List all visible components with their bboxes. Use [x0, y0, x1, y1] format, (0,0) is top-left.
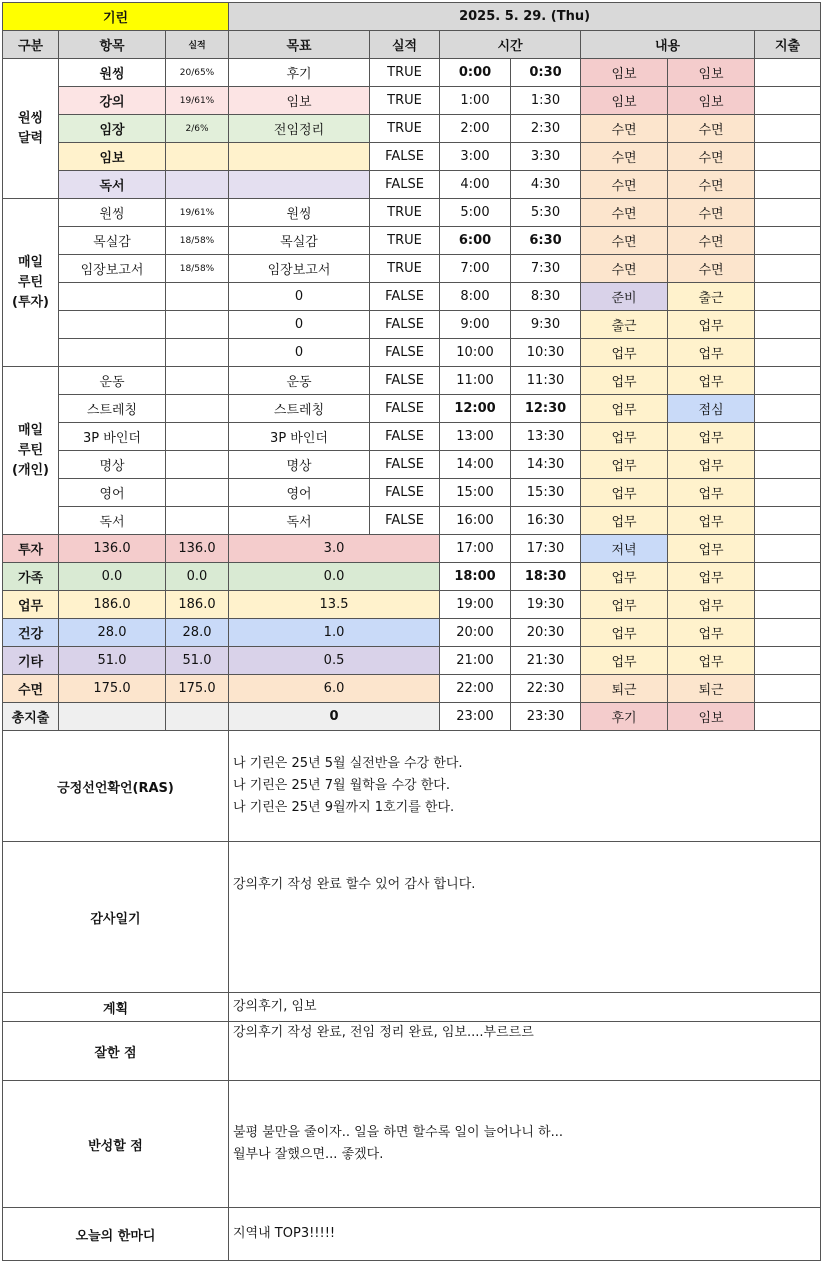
task-result[interactable]: TRUE — [370, 227, 440, 255]
summary-value-a[interactable]: 0.0 — [59, 563, 166, 591]
planner-sheet — [2, 2, 821, 1261]
task-item[interactable]: 원씽 — [59, 59, 166, 87]
schedule-content-2[interactable]: 업무 — [668, 339, 755, 367]
time-start: 16:00 — [440, 507, 511, 535]
task-item[interactable]: 독서 — [59, 507, 166, 535]
col-progress: 실적 — [166, 31, 229, 59]
schedule-content-1[interactable]: 업무 — [581, 507, 668, 535]
word-label: 오늘의 한마디 — [3, 1208, 229, 1261]
table-row — [3, 255, 821, 283]
summary-label: 건강 — [3, 619, 59, 647]
task-goal[interactable]: 독서 — [229, 507, 370, 535]
expense-cell[interactable] — [755, 283, 821, 311]
table-row — [3, 59, 821, 87]
task-progress[interactable] — [166, 423, 229, 451]
schedule-content-2[interactable]: 업무 — [668, 311, 755, 339]
table-row — [3, 535, 821, 563]
time-half: 21:30 — [511, 647, 581, 675]
table-row — [3, 367, 821, 395]
task-item[interactable] — [59, 311, 166, 339]
summary-label: 투자 — [3, 535, 59, 563]
table-row — [3, 171, 821, 199]
table-row — [3, 283, 821, 311]
time-start: 18:00 — [440, 563, 511, 591]
col-result: 실적 — [370, 31, 440, 59]
time-half: 19:30 — [511, 591, 581, 619]
task-progress[interactable] — [166, 339, 229, 367]
category-routine-personal: 매일 루틴 (개인) — [3, 367, 59, 535]
task-item[interactable]: 임장 — [59, 115, 166, 143]
expense-cell[interactable] — [755, 451, 821, 479]
task-progress[interactable]: 19/61% — [166, 199, 229, 227]
task-result[interactable]: FALSE — [370, 339, 440, 367]
table-row — [3, 591, 821, 619]
col-goal: 목표 — [229, 31, 370, 59]
table-row — [3, 703, 821, 731]
task-progress[interactable] — [166, 451, 229, 479]
summary-label: 기타 — [3, 647, 59, 675]
time-start: 10:00 — [440, 339, 511, 367]
task-item[interactable]: 운동 — [59, 367, 166, 395]
time-half: 2:30 — [511, 115, 581, 143]
schedule-content-1[interactable]: 수면 — [581, 255, 668, 283]
col-expense: 지출 — [755, 31, 821, 59]
schedule-content-2[interactable]: 업무 — [668, 451, 755, 479]
reflect-label: 반성할 점 — [3, 1081, 229, 1208]
time-start: 20:00 — [440, 619, 511, 647]
task-result[interactable]: TRUE — [370, 199, 440, 227]
schedule-content-1[interactable]: 업무 — [581, 591, 668, 619]
reflect-line: 월부나 잘했으면... 좋겠다. — [233, 1147, 384, 1162]
time-half: 5:30 — [511, 199, 581, 227]
expense-cell[interactable] — [755, 591, 821, 619]
table-row — [3, 311, 821, 339]
planner-table — [2, 2, 821, 731]
schedule-content-2[interactable]: 임보 — [668, 703, 755, 731]
schedule-content-1[interactable]: 저녁 — [581, 535, 668, 563]
schedule-content-2[interactable]: 수면 — [668, 227, 755, 255]
summary-label: 업무 — [3, 591, 59, 619]
schedule-content-1[interactable]: 업무 — [581, 479, 668, 507]
expense-cell[interactable] — [755, 479, 821, 507]
time-start: 0:00 — [440, 59, 511, 87]
task-goal[interactable]: 3P 바인더 — [229, 423, 370, 451]
schedule-content-1[interactable]: 업무 — [581, 563, 668, 591]
time-half: 12:30 — [511, 395, 581, 423]
time-half: 9:30 — [511, 311, 581, 339]
task-item[interactable]: 강의 — [59, 87, 166, 115]
ras-label: 긍정선언확언(RAS) — [3, 731, 229, 842]
time-half: 11:30 — [511, 367, 581, 395]
task-item[interactable]: 3P 바인더 — [59, 423, 166, 451]
task-item[interactable]: 목실감 — [59, 227, 166, 255]
summary-value-a[interactable]: 28.0 — [59, 619, 166, 647]
expense-cell[interactable] — [755, 507, 821, 535]
summary-value-a[interactable]: 136.0 — [59, 535, 166, 563]
time-start: 1:00 — [440, 87, 511, 115]
expense-cell[interactable] — [755, 563, 821, 591]
task-result[interactable]: TRUE — [370, 255, 440, 283]
task-result[interactable]: TRUE — [370, 59, 440, 87]
summary-value-a[interactable]: 175.0 — [59, 675, 166, 703]
table-row — [3, 87, 821, 115]
task-result[interactable]: FALSE — [370, 171, 440, 199]
time-start: 17:00 — [440, 535, 511, 563]
task-item[interactable]: 독서 — [59, 171, 166, 199]
expense-cell[interactable] — [755, 115, 821, 143]
expense-cell[interactable] — [755, 395, 821, 423]
expense-cell[interactable] — [755, 647, 821, 675]
time-start: 4:00 — [440, 171, 511, 199]
good-label: 잘한 점 — [3, 1022, 229, 1081]
summary-value-b[interactable]: 0.0 — [166, 563, 229, 591]
time-start: 19:00 — [440, 591, 511, 619]
summary-label: 가족 — [3, 563, 59, 591]
task-result[interactable]: FALSE — [370, 367, 440, 395]
schedule-content-2[interactable]: 수면 — [668, 171, 755, 199]
time-half: 1:30 — [511, 87, 581, 115]
good-text[interactable]: 강의후기 작성 완료, 전임 정리 완료, 임보....부르르르 — [229, 1022, 821, 1081]
time-half: 17:30 — [511, 535, 581, 563]
task-progress[interactable]: 2/6% — [166, 115, 229, 143]
category-winning: 원씽 달력 — [3, 59, 59, 199]
time-start: 11:00 — [440, 367, 511, 395]
ras-line: 나 기린은 25년 7월 월학을 수강 한다. — [233, 778, 450, 793]
table-row — [3, 339, 821, 367]
expense-cell[interactable] — [755, 675, 821, 703]
task-result[interactable]: FALSE — [370, 283, 440, 311]
col-time: 시간 — [440, 31, 581, 59]
table-row — [3, 479, 821, 507]
task-item[interactable]: 원씽 — [59, 199, 166, 227]
time-start: 12:00 — [440, 395, 511, 423]
task-goal[interactable]: 0 — [229, 311, 370, 339]
expense-cell[interactable] — [755, 367, 821, 395]
task-goal[interactable]: 임보 — [229, 87, 370, 115]
ras-text[interactable] — [229, 731, 821, 842]
task-goal[interactable]: 운동 — [229, 367, 370, 395]
expense-cell[interactable] — [755, 535, 821, 563]
summary-value-a[interactable]: 186.0 — [59, 591, 166, 619]
expense-cell[interactable] — [755, 171, 821, 199]
task-goal[interactable]: 0 — [229, 283, 370, 311]
task-result[interactable]: FALSE — [370, 451, 440, 479]
schedule-content-2[interactable]: 업무 — [668, 423, 755, 451]
schedule-content-2[interactable]: 퇴근 — [668, 675, 755, 703]
schedule-content-1[interactable]: 임보 — [581, 87, 668, 115]
task-progress[interactable] — [166, 479, 229, 507]
expense-cell[interactable] — [755, 311, 821, 339]
schedule-content-1[interactable]: 수면 — [581, 143, 668, 171]
time-half: 0:30 — [511, 59, 581, 87]
task-result[interactable]: FALSE — [370, 507, 440, 535]
col-category: 구분 — [3, 31, 59, 59]
time-start: 6:00 — [440, 227, 511, 255]
schedule-content-1[interactable]: 업무 — [581, 395, 668, 423]
expense-cell[interactable] — [755, 87, 821, 115]
task-goal[interactable]: 명상 — [229, 451, 370, 479]
table-row — [3, 647, 821, 675]
task-item[interactable] — [59, 339, 166, 367]
time-start: 5:00 — [440, 199, 511, 227]
expense-cell[interactable] — [755, 703, 821, 731]
task-item[interactable]: 임보 — [59, 143, 166, 171]
time-start: 15:00 — [440, 479, 511, 507]
task-goal[interactable] — [229, 143, 370, 171]
time-half: 13:30 — [511, 423, 581, 451]
task-result[interactable]: FALSE — [370, 423, 440, 451]
table-row — [3, 619, 821, 647]
task-progress[interactable]: 18/58% — [166, 255, 229, 283]
task-item[interactable] — [59, 283, 166, 311]
name-cell[interactable]: 기린 — [3, 3, 229, 31]
task-goal[interactable]: 0 — [229, 339, 370, 367]
expense-cell[interactable] — [755, 143, 821, 171]
table-row — [3, 227, 821, 255]
summary-value-c[interactable]: 0 — [229, 703, 440, 731]
reflect-text[interactable] — [229, 1081, 821, 1208]
summary-value-b[interactable] — [166, 703, 229, 731]
time-start: 13:00 — [440, 423, 511, 451]
word-text[interactable]: 지역내 TOP3!!!!! — [229, 1208, 821, 1261]
ras-line: 나 기린은 25년 5월 실전반을 수강 한다. — [233, 756, 463, 771]
expense-cell[interactable] — [755, 339, 821, 367]
summary-value-b[interactable]: 136.0 — [166, 535, 229, 563]
summary-value-b[interactable]: 175.0 — [166, 675, 229, 703]
task-progress[interactable]: 18/58% — [166, 227, 229, 255]
task-item[interactable]: 명상 — [59, 451, 166, 479]
task-progress[interactable] — [166, 311, 229, 339]
summary-value-c[interactable]: 6.0 — [229, 675, 440, 703]
time-half: 10:30 — [511, 339, 581, 367]
schedule-content-2[interactable]: 업무 — [668, 619, 755, 647]
table-row — [3, 507, 821, 535]
schedule-content-1[interactable]: 퇴근 — [581, 675, 668, 703]
time-half: 23:30 — [511, 703, 581, 731]
schedule-content-1[interactable]: 수면 — [581, 171, 668, 199]
task-item[interactable]: 임장보고서 — [59, 255, 166, 283]
schedule-content-2[interactable]: 업무 — [668, 507, 755, 535]
table-row — [3, 675, 821, 703]
schedule-content-1[interactable]: 수면 — [581, 227, 668, 255]
schedule-content-2[interactable]: 출근 — [668, 283, 755, 311]
table-row — [3, 451, 821, 479]
time-start: 21:00 — [440, 647, 511, 675]
schedule-content-2[interactable]: 점심 — [668, 395, 755, 423]
plan-label: 계획 — [3, 993, 229, 1022]
gratitude-text[interactable]: 강의후기 작성 완료 할수 있어 감사 합니다. — [229, 842, 821, 993]
summary-value-b[interactable]: 51.0 — [166, 647, 229, 675]
task-goal[interactable]: 원씽 — [229, 199, 370, 227]
schedule-content-1[interactable]: 업무 — [581, 367, 668, 395]
summary-value-c[interactable]: 1.0 — [229, 619, 440, 647]
schedule-content-2[interactable]: 업무 — [668, 367, 755, 395]
time-half: 6:30 — [511, 227, 581, 255]
schedule-content-2[interactable]: 업무 — [668, 535, 755, 563]
schedule-content-1[interactable]: 업무 — [581, 423, 668, 451]
time-half: 3:30 — [511, 143, 581, 171]
journal-table — [2, 730, 821, 1261]
expense-cell[interactable] — [755, 199, 821, 227]
summary-value-c[interactable]: 0.0 — [229, 563, 440, 591]
schedule-content-1[interactable]: 후기 — [581, 703, 668, 731]
task-goal[interactable] — [229, 171, 370, 199]
summary-label: 총지출 — [3, 703, 59, 731]
time-start: 22:00 — [440, 675, 511, 703]
expense-cell[interactable] — [755, 227, 821, 255]
schedule-content-1[interactable]: 임보 — [581, 59, 668, 87]
schedule-content-1[interactable]: 수면 — [581, 199, 668, 227]
expense-cell[interactable] — [755, 619, 821, 647]
expense-cell[interactable] — [755, 59, 821, 87]
summary-value-b[interactable]: 186.0 — [166, 591, 229, 619]
schedule-content-1[interactable]: 업무 — [581, 451, 668, 479]
time-start: 14:00 — [440, 451, 511, 479]
time-half: 4:30 — [511, 171, 581, 199]
expense-cell[interactable] — [755, 255, 821, 283]
task-progress[interactable]: 20/65% — [166, 59, 229, 87]
task-result[interactable]: FALSE — [370, 311, 440, 339]
task-progress[interactable]: 19/61% — [166, 87, 229, 115]
schedule-content-2[interactable]: 수면 — [668, 199, 755, 227]
task-progress[interactable] — [166, 143, 229, 171]
schedule-content-1[interactable]: 업무 — [581, 619, 668, 647]
gratitude-label: 감사일기 — [3, 842, 229, 993]
schedule-content-2[interactable]: 임보 — [668, 59, 755, 87]
task-result[interactable]: FALSE — [370, 479, 440, 507]
expense-cell[interactable] — [755, 423, 821, 451]
task-item[interactable]: 영어 — [59, 479, 166, 507]
task-progress[interactable] — [166, 395, 229, 423]
time-half: 22:30 — [511, 675, 581, 703]
task-progress[interactable] — [166, 283, 229, 311]
task-goal[interactable]: 후기 — [229, 59, 370, 87]
task-result[interactable]: FALSE — [370, 395, 440, 423]
summary-label: 수면 — [3, 675, 59, 703]
task-progress[interactable] — [166, 507, 229, 535]
task-result[interactable]: TRUE — [370, 87, 440, 115]
task-goal[interactable]: 영어 — [229, 479, 370, 507]
schedule-content-2[interactable]: 수면 — [668, 115, 755, 143]
time-half: 16:30 — [511, 507, 581, 535]
time-half: 7:30 — [511, 255, 581, 283]
ras-line: 나 기린은 25년 9월까지 1호기를 한다. — [233, 800, 455, 815]
schedule-content-2[interactable]: 업무 — [668, 591, 755, 619]
schedule-content-2[interactable]: 업무 — [668, 479, 755, 507]
schedule-content-2[interactable]: 임보 — [668, 87, 755, 115]
time-half: 20:30 — [511, 619, 581, 647]
summary-value-c[interactable]: 0.5 — [229, 647, 440, 675]
summary-value-a[interactable]: 51.0 — [59, 647, 166, 675]
time-half: 15:30 — [511, 479, 581, 507]
plan-text[interactable]: 강의후기, 임보 — [229, 993, 821, 1022]
schedule-content-1[interactable]: 준비 — [581, 283, 668, 311]
col-content: 내용 — [581, 31, 755, 59]
schedule-content-2[interactable]: 업무 — [668, 647, 755, 675]
task-progress[interactable] — [166, 367, 229, 395]
task-item[interactable]: 스트레칭 — [59, 395, 166, 423]
time-start: 9:00 — [440, 311, 511, 339]
col-item: 항목 — [59, 31, 166, 59]
task-goal[interactable]: 전임정리 — [229, 115, 370, 143]
task-result[interactable]: TRUE — [370, 115, 440, 143]
summary-value-a[interactable] — [59, 703, 166, 731]
schedule-content-2[interactable]: 업무 — [668, 563, 755, 591]
summary-value-c[interactable]: 13.5 — [229, 591, 440, 619]
task-result[interactable]: FALSE — [370, 143, 440, 171]
schedule-content-2[interactable]: 수면 — [668, 255, 755, 283]
task-progress[interactable] — [166, 171, 229, 199]
schedule-content-2[interactable]: 수면 — [668, 143, 755, 171]
time-start: 2:00 — [440, 115, 511, 143]
task-goal[interactable]: 목실감 — [229, 227, 370, 255]
table-row — [3, 563, 821, 591]
summary-value-b[interactable]: 28.0 — [166, 619, 229, 647]
schedule-content-1[interactable]: 업무 — [581, 647, 668, 675]
time-start: 8:00 — [440, 283, 511, 311]
category-routine-invest: 매일 루틴 (투자) — [3, 199, 59, 367]
summary-value-c[interactable]: 3.0 — [229, 535, 440, 563]
schedule-content-1[interactable]: 수면 — [581, 115, 668, 143]
table-row — [3, 423, 821, 451]
table-row — [3, 199, 821, 227]
time-half: 14:30 — [511, 451, 581, 479]
time-half: 8:30 — [511, 283, 581, 311]
time-start: 7:00 — [440, 255, 511, 283]
time-start: 23:00 — [440, 703, 511, 731]
task-goal[interactable]: 임장보고서 — [229, 255, 370, 283]
schedule-content-1[interactable]: 업무 — [581, 339, 668, 367]
table-row — [3, 143, 821, 171]
reflect-line: 불평 불만을 줄이자.. 일을 하면 할수록 일이 늘어나니 하... — [233, 1125, 563, 1140]
table-row — [3, 115, 821, 143]
task-goal[interactable]: 스트레칭 — [229, 395, 370, 423]
table-row — [3, 395, 821, 423]
time-start: 3:00 — [440, 143, 511, 171]
time-half: 18:30 — [511, 563, 581, 591]
schedule-content-1[interactable]: 출근 — [581, 311, 668, 339]
date-cell[interactable]: 2025. 5. 29. (Thu) — [229, 3, 821, 31]
